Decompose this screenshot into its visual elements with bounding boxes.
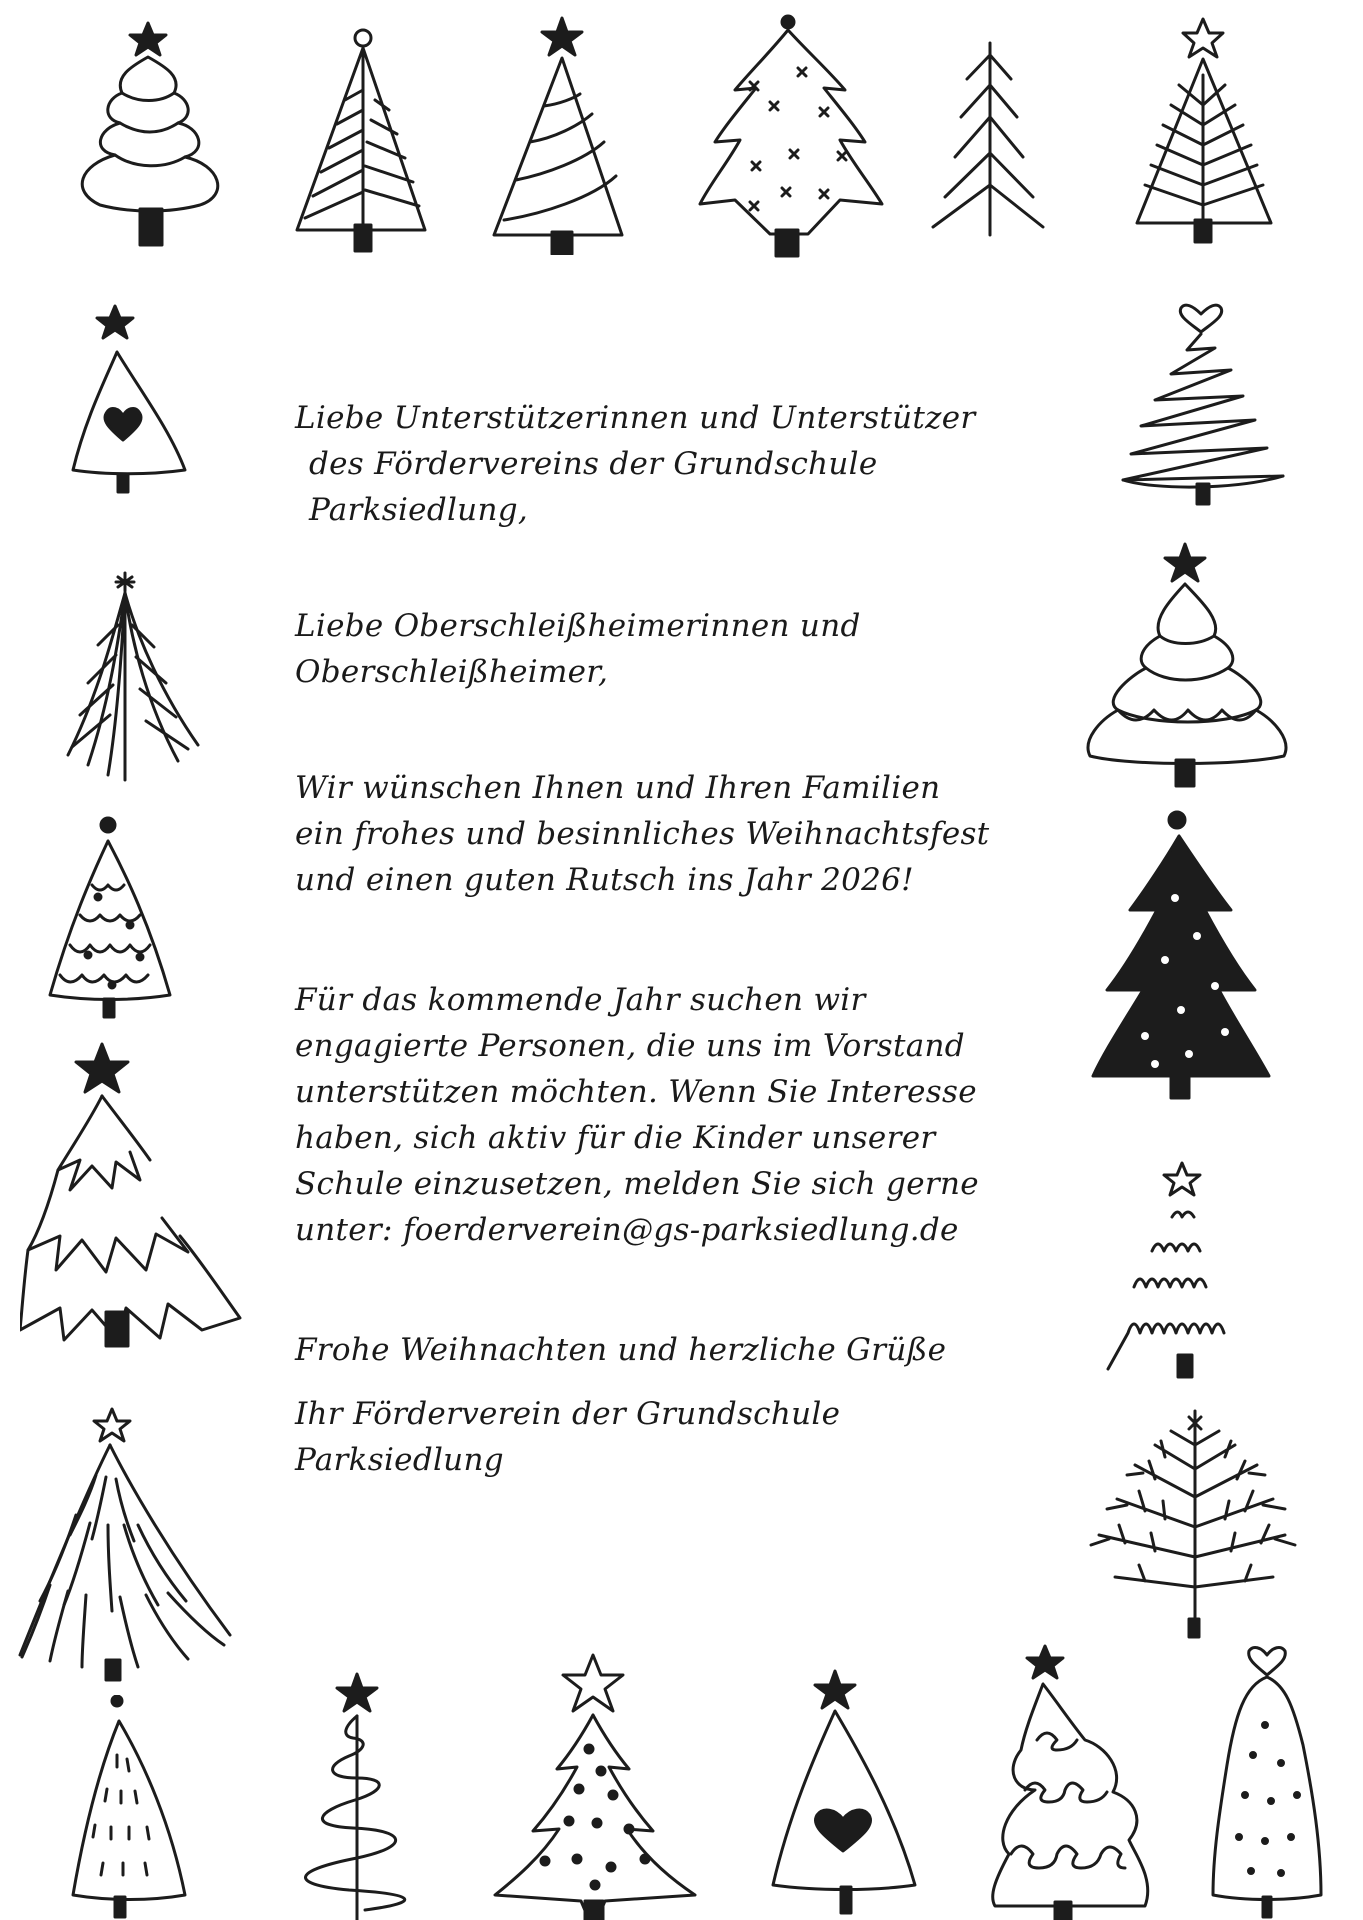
tree-ticks-icon (65, 1695, 195, 1920)
volunteer-call (295, 977, 1075, 1253)
text-line: haben, sich aktiv für die Kinder unserer (295, 1120, 936, 1156)
tree-bare-branch-icon (1085, 1405, 1300, 1640)
closing-greeting (295, 1327, 1075, 1373)
tree-curly-icon (985, 1640, 1165, 1920)
text-line: Parksiedlung (295, 1442, 504, 1478)
tree-wave-icon (1100, 1155, 1300, 1385)
tree-dotted-heart-icon (1205, 1645, 1335, 1920)
tree-solid-dotted-icon (1085, 810, 1285, 1110)
tree-spring-icon (265, 1670, 435, 1920)
tree-zigzag-icon (20, 1040, 250, 1350)
text-line: Liebe Unterstützerinnen und Unterstützer (295, 400, 976, 436)
contact-email-line: unter: foerderverein@gs-parksiedlung.de (295, 1212, 959, 1248)
text-line: Frohe Weihnachten und herzliche Grüße (295, 1332, 947, 1368)
greeting-supporters (295, 395, 1075, 533)
tree-hatched-icon (10, 1405, 240, 1685)
tree-starry-icon (690, 12, 890, 262)
tree-branch-icon (925, 35, 1055, 245)
text-line: und einen guten Rutsch ins Jahr 2026! (295, 862, 914, 898)
text-line: engagierte Personen, die uns im Vorstand (295, 1028, 965, 1064)
greeting-residents (295, 603, 1075, 695)
text-line: Ihr Förderverein der Grundschule (295, 1396, 841, 1432)
text-line: Für das kommende Jahr suchen wir (295, 982, 866, 1018)
text-line: des Fördervereins der Grundschule (309, 446, 878, 482)
tree-big-scalloped-icon (1080, 540, 1295, 795)
text-line: Oberschleißheimer, (295, 654, 609, 690)
text-line: Wir wünschen Ihnen und Ihren Familien (295, 770, 941, 806)
tree-scales-icon (40, 815, 190, 1025)
text-line: ein frohes und besinnliches Weihnachtsfest (295, 816, 990, 852)
tree-sketch-lines-icon (58, 565, 228, 795)
text-line: Parksiedlung, (309, 492, 529, 528)
tree-heart-icon (65, 300, 195, 500)
tree-big-heart-icon (765, 1665, 925, 1920)
letter-body (295, 395, 1075, 1483)
tree-ornament-icon (485, 1645, 710, 1920)
text-line: Liebe Oberschleißheimerinnen und (295, 608, 861, 644)
tree-scalloped-icon (60, 15, 240, 255)
signature (295, 1391, 1075, 1483)
tree-leaf-vein-icon (1125, 15, 1285, 255)
text-line: unterstützen möchten. Wenn Sie Interesse (295, 1074, 977, 1110)
tree-swirl-stripe-icon (482, 10, 642, 255)
tree-striped-icon (285, 20, 445, 260)
text-line: Schule einzusetzen, melden Sie sich gerne (295, 1166, 979, 1202)
holiday-wishes (295, 765, 1075, 903)
tree-spiral-heart-icon (1115, 290, 1295, 510)
